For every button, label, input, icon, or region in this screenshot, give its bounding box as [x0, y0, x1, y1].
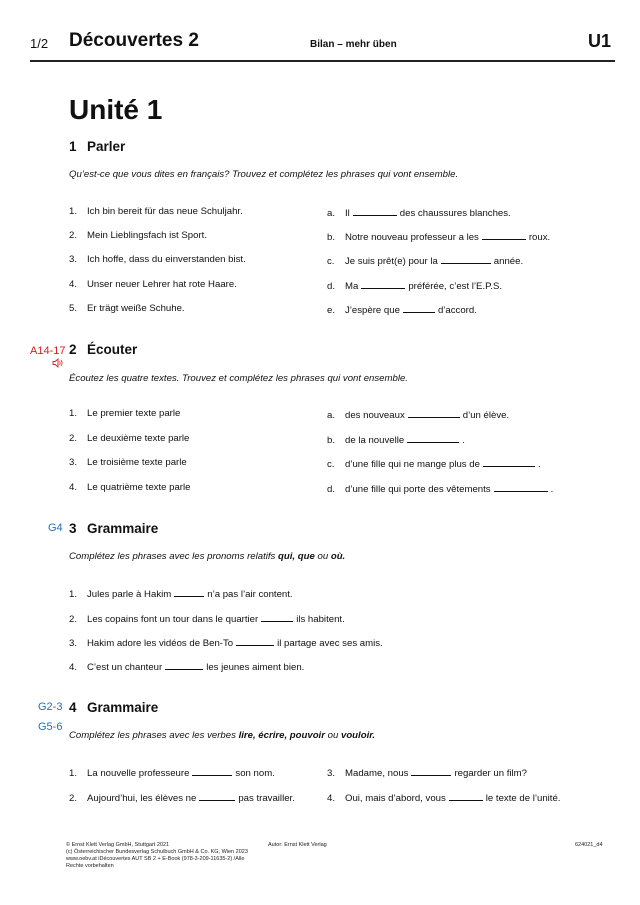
page-number: 1/2: [30, 36, 49, 51]
section-number: 1: [69, 139, 77, 154]
list-item: 3. Ich hoffe, dass du einverstanden bist.: [69, 254, 246, 265]
answer-blank[interactable]: [236, 636, 274, 646]
section-1-instruction: Qu’est-ce que vous dites en français? Trouvez et complétez les phrases qui vont ensemble.: [69, 169, 459, 180]
answer-blank[interactable]: [192, 766, 232, 776]
grammar-ref[interactable]: G4: [48, 522, 63, 534]
section-number: 2: [69, 342, 77, 357]
fill-in-item: b. Notre nouveau professeur a les roux.: [327, 232, 551, 243]
list-item: 2. Le deuxième texte parle: [69, 433, 190, 444]
answer-blank[interactable]: [411, 766, 451, 776]
fill-in-item: 3. Hakim adore les vidéos de Ben-To il partage avec ses amis.: [69, 638, 383, 649]
fill-in-item: a. Il des chaussures blanches.: [327, 208, 511, 219]
fill-in-item: d. d’une fille qui porte des vêtements .: [327, 484, 554, 495]
list-item: 1. Le premier texte parle: [69, 408, 181, 419]
fill-in-item: e. J’espère que d’accord.: [327, 305, 477, 316]
fill-in-item: a. des nouveaux d’un élève.: [327, 410, 510, 421]
fill-in-item: c. Je suis prêt(e) pour la année.: [327, 256, 524, 267]
section-title: Écouter: [87, 342, 138, 357]
section-title: Parler: [87, 139, 126, 154]
worksheet-subtitle: Bilan – mehr üben: [310, 39, 397, 50]
answer-blank[interactable]: [165, 660, 203, 670]
answer-blank[interactable]: [441, 254, 491, 264]
document-code: 624021_d4: [575, 842, 603, 848]
section-2-instruction: Écoutez les quatre textes. Trouvez et complétez les phrases qui vont ensemble.: [69, 373, 408, 384]
fill-in-item: b. de la nouvelle .: [327, 435, 465, 446]
section-number: 3: [69, 521, 77, 536]
section-3-instruction: Complétez les phrases avec les pronoms relatifs qui, que ou où.: [69, 551, 346, 562]
grammar-ref[interactable]: G5-6: [38, 721, 63, 733]
grammar-ref[interactable]: G2-3: [38, 701, 63, 713]
unit-code: U1: [588, 31, 612, 51]
answer-blank[interactable]: [482, 230, 526, 240]
author-credit: Autor: Ernst Klett Verlag: [268, 842, 327, 848]
answer-blank[interactable]: [361, 279, 405, 289]
section-title: Grammaire: [87, 521, 159, 536]
fill-in-item: 3. Madame, nous regarder un film?: [327, 768, 527, 779]
answer-blank[interactable]: [407, 433, 459, 443]
unit-title: Unité 1: [69, 94, 163, 125]
list-item: 4. Le quatrième texte parle: [69, 482, 191, 493]
book-title: Découvertes 2: [69, 30, 199, 51]
fill-in-item: 2. Les copains font un tour dans le quartier ils habitent.: [69, 614, 345, 625]
fill-in-item: 4. Oui, mais d’abord, vous le texte de l’unité.: [327, 793, 561, 804]
answer-blank[interactable]: [261, 612, 293, 622]
list-item: 5. Er trägt weiße Schuhe.: [69, 303, 185, 314]
fill-in-item: d. Ma préférée, c’est l’E.P.S.: [327, 281, 503, 292]
answer-blank[interactable]: [403, 303, 435, 313]
answer-blank[interactable]: [483, 457, 535, 467]
answer-blank[interactable]: [408, 408, 460, 418]
answer-blank[interactable]: [494, 482, 548, 492]
header-divider: [30, 60, 615, 62]
answer-blank[interactable]: [449, 791, 483, 801]
answer-blank[interactable]: [199, 791, 235, 801]
fill-in-item: 1. Jules parle à Hakim n’a pas l’air content.: [69, 589, 293, 600]
section-4-instruction: Complétez les phrases avec les verbes lire, écrire, pouvoir ou vouloir.: [69, 730, 376, 741]
answer-blank[interactable]: [353, 206, 397, 216]
section-4-heading: [69, 700, 158, 715]
speaker-icon[interactable]: [52, 358, 64, 368]
copyright-block: © Ernst Klett Verlag GmbH, Stuttgart 2021 (c) Österreichischer Bundesverlag Schulbuch GmbH & Co. KG, Wien 2023 www.oebv.at iDécouvertes AUT SB 2 + E-Book (978-3-209-11635-2) /Alle Rechte vorbehalten: [66, 842, 248, 869]
fill-in-item: 2. Aujourd’hui, les élèves ne pas travailler.: [69, 793, 295, 804]
list-item: 3. Le troisième texte parle: [69, 457, 187, 468]
section-1-heading: [69, 139, 125, 154]
section-2-heading: [69, 342, 137, 357]
list-item: 4. Unser neuer Lehrer hat rote Haare.: [69, 279, 237, 290]
audio-track-ref[interactable]: A14-17: [30, 345, 66, 357]
list-item: 2. Mein Lieblingsfach ist Sport.: [69, 230, 207, 241]
answer-blank[interactable]: [174, 587, 204, 597]
fill-in-item: c. d’une fille qui ne mange plus de .: [327, 459, 541, 470]
section-title: Grammaire: [87, 700, 159, 715]
section-number: 4: [69, 700, 77, 715]
fill-in-item: 4. C’est un chanteur les jeunes aiment bien.: [69, 662, 305, 673]
section-3-heading: [69, 521, 158, 536]
fill-in-item: 1. La nouvelle professeure son nom.: [69, 768, 275, 779]
list-item: 1. Ich bin bereit für das neue Schuljahr.: [69, 206, 243, 217]
